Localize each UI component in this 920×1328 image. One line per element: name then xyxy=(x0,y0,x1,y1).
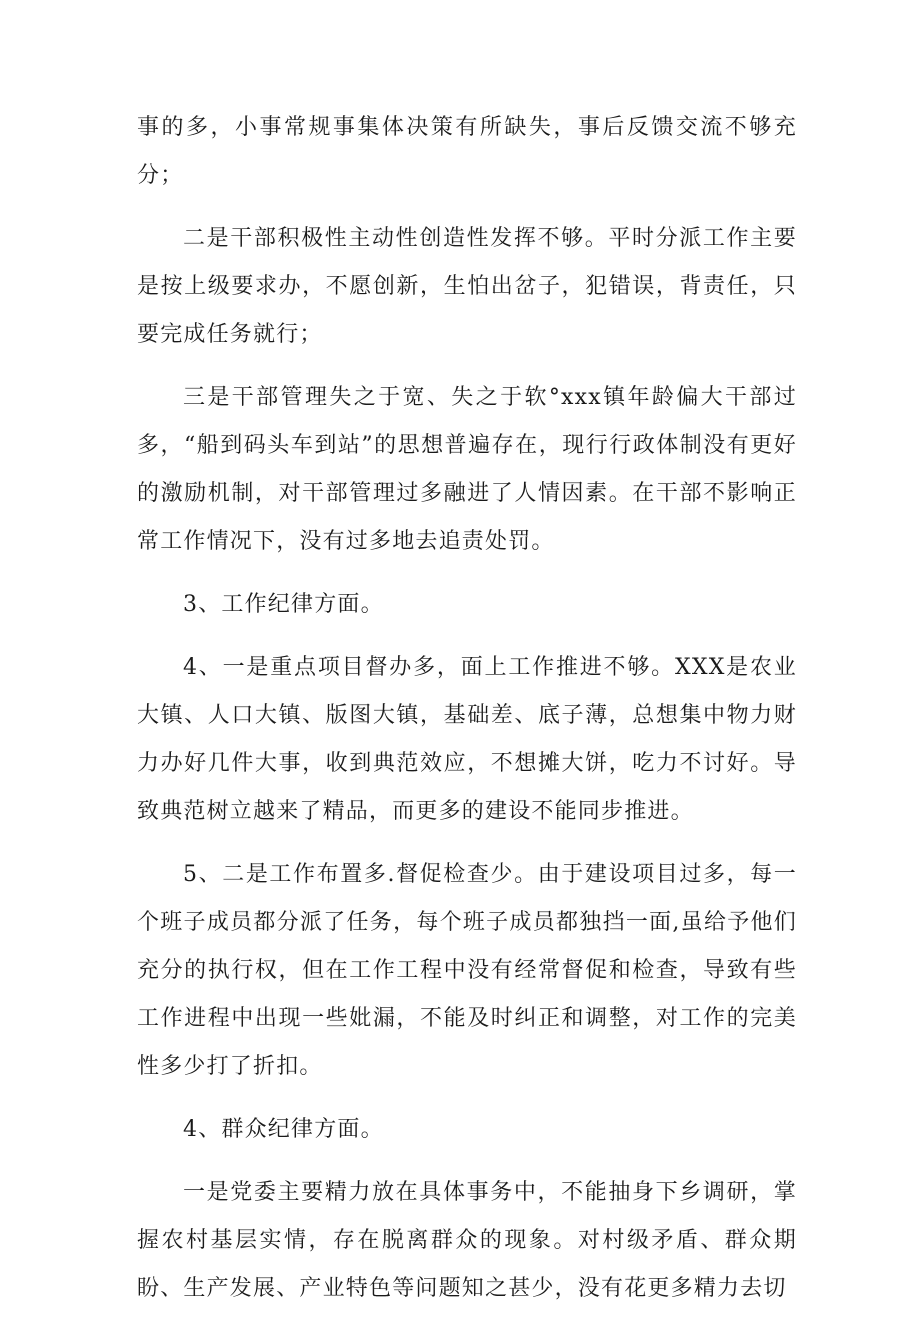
document-body xyxy=(137,104,797,1328)
paragraph-3: 三是干部管理失之于宽、失之于软°xxx镇年龄偏大干部过多，“船到码头车到站”的思想普遍存在，现行行政体制没有更好的激励机制，对干部管理过多融进了人情因素。在干部不影响正常工作情况下，没有过多地去追责处罚。 xyxy=(137,385,797,554)
section-heading-mass-discipline: 4、群众纪律方面。 xyxy=(183,1117,384,1142)
paragraph-2: 二是干部积极性主动性创造性发挥不够。平时分派工作主要是按上级要求办，不愿创新，生怕出岔子，犯错误，背责任，只要完成任务就行； xyxy=(137,226,797,347)
section-heading-work-discipline: 3、工作纪律方面。 xyxy=(183,592,384,617)
paragraph-1: 事的多，小事常规事集体决策有所缺失，事后反馈交流不够充分； xyxy=(137,115,797,188)
paragraph-6: 5、二是工作布置多.督促检查少。由于建设项目过多，每一个班子成员都分派了任务，每个班子成员都独挡一面,虽给予他们充分的执行权，但在工作工程中没有经常督促和检查，导致有些工作进程中出现一些妣漏，不能及时纠正和调整，对工作的完美性多少打了折扣。 xyxy=(137,862,797,1079)
paragraph-5: 4、一是重点项目督办多，面上工作推进不够。XXX是农业大镇、人口大镇、版图大镇，基础差、底子薄，总想集中物力财力办好几件大事，收到典范效应，不想摊大饼，吃力不讨好。导致典范树立越来了精品，而更多的建设不能同步推进。 xyxy=(137,655,797,824)
paragraph-8: 一是党委主要精力放在具体事务中，不能抽身下乡调研，掌握农村基层实情，存在脱离群众的现象。对村级矛盾、群众期盼、生产发展、产业特色等问题知之甚少，没有花更多精力去切 xyxy=(137,1180,797,1301)
